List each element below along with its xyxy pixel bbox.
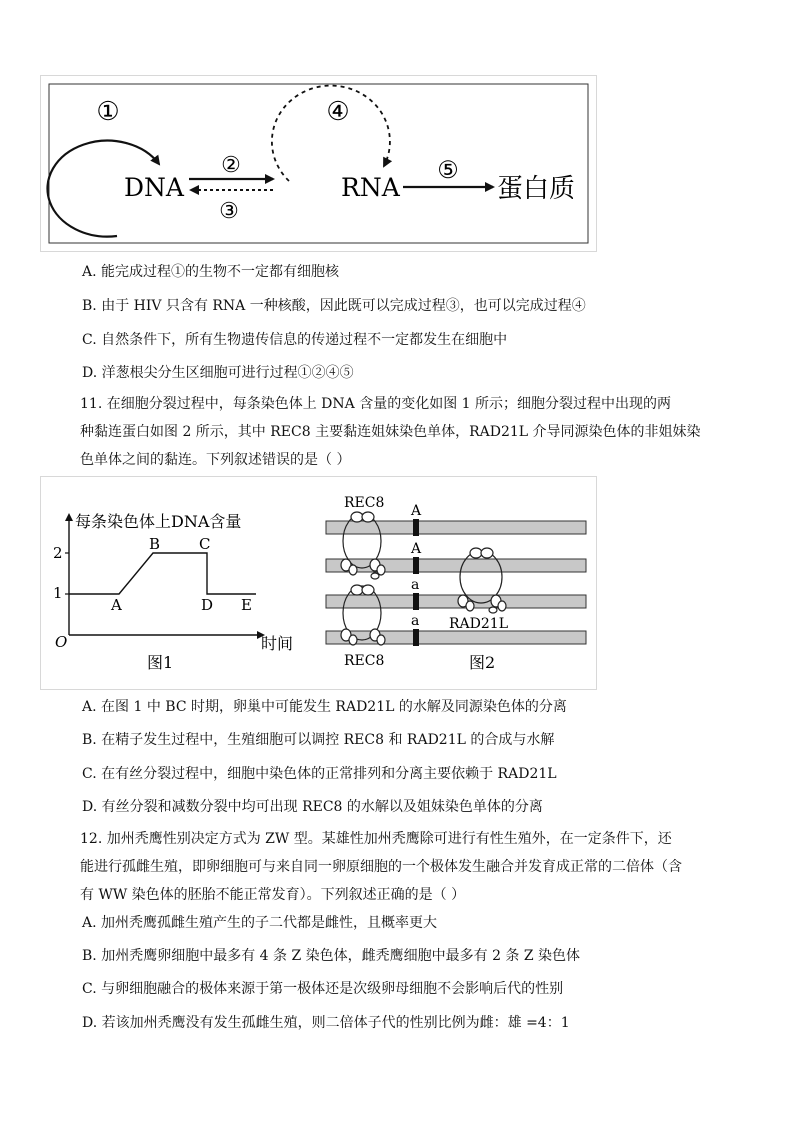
q11-stem-line: 11. 在细胞分裂过程中，每条染色体上 DNA 含量的变化如图 1 所示；细胞分裂过程中出现的两	[80, 396, 672, 412]
q10-option-b: B. 由于 HIV 只含有 RNA 一种核酸，因此既可以完成过程③，也可以完成过程④	[82, 298, 586, 314]
q11-option-c: C. 在有丝分裂过程中，细胞中染色体的正常排列和分离主要依赖于 RAD21L	[82, 766, 557, 782]
q11-option-a: A. 在图 1 中 BC 时期，卵巢中可能发生 RAD21L 的水解及同源染色体的分离	[82, 699, 567, 715]
rec8-label-top: REC8	[344, 495, 385, 511]
cell-division-diagram	[41, 477, 596, 689]
q11-stem-line: 色单体之间的黏连。下列叙述错误的是（ ）	[80, 452, 351, 468]
q11-stem	[80, 390, 720, 474]
q10-option-d: D. 洋葱根尖分生区细胞可进行过程①②④⑤	[82, 365, 354, 381]
q12-option-c: C. 与卵细胞融合的极体来源于第一极体还是次级卵母细胞不会影响后代的性别	[82, 981, 564, 997]
origin-label: O	[55, 633, 68, 651]
q10-option-c: C. 自然条件下，所有生物遗传信息的传递过程不一定都发生在细胞中	[82, 332, 508, 348]
dna-content-curve	[69, 553, 256, 594]
y-tick-1: 1	[53, 584, 63, 602]
fig2-caption: 图2	[469, 653, 496, 672]
allele-label: A	[411, 503, 422, 519]
label-process-2: ②	[221, 153, 241, 178]
node-protein: 蛋白质	[497, 174, 576, 204]
q12-option-a: A. 加州秃鹰孤雌生殖产生的子二代都是雌性，且概率更大	[82, 915, 438, 931]
allele-label: a	[411, 577, 420, 593]
point-label-b: B	[149, 535, 161, 553]
q12-stem-line: 能进行孤雌生殖，即卵细胞可与来自同一卵原细胞的一个极体发生融合并发育成正常的二倍体（含	[80, 859, 682, 875]
point-label-d: D	[201, 596, 214, 614]
y-tick-2: 2	[53, 544, 63, 562]
central-dogma-figure	[40, 75, 597, 252]
point-label-e: E	[241, 596, 252, 614]
rad21l-label: RAD21L	[449, 616, 508, 632]
rad21l-ring	[458, 548, 506, 613]
label-process-5: ⑤	[437, 156, 459, 184]
node-dna: DNA	[124, 173, 184, 202]
q12-option-d: D. 若该加州秃鹰没有发生孤雌生殖，则二倍体子代的性别比例为雌：雄 =4：1	[82, 1015, 570, 1031]
node-rna: RNA	[341, 173, 400, 202]
q12-stem-line: 12. 加州秃鹰性别决定方式为 ZW 型。某雄性加州秃鹰除可进行有性生殖外，在一定条件下，还	[80, 831, 672, 847]
x-axis-label: 时间	[261, 634, 294, 653]
q11-stem-line: 种黏连蛋白如图 2 所示，其中 REC8 主要黏连姐妹染色单体，RAD21L 介导同源染色体的非姐妹染	[80, 424, 701, 440]
label-process-4: ④	[326, 97, 350, 127]
q11-option-b: B. 在精子发生过程中，生殖细胞可以调控 REC8 和 RAD21L 的合成与水解	[82, 732, 555, 748]
central-dogma-diagram	[41, 76, 596, 251]
cell-division-figure	[40, 476, 597, 690]
q12-option-b: B. 加州秃鹰卵细胞中最多有 4 条 Z 染色体，雌秃鹰细胞中最多有 2 条 Z 染色体	[82, 948, 581, 964]
q10-option-a: A. 能完成过程①的生物不一定都有细胞核	[82, 264, 340, 280]
q12-stem-line: 有 WW 染色体的胚胎不能正常发育）。下列叙述正确的是（ ）	[80, 887, 466, 903]
allele-label: a	[411, 613, 420, 629]
label-process-3: ③	[219, 199, 239, 224]
point-label-c: C	[199, 535, 211, 553]
q11-option-d: D. 有丝分裂和减数分裂中均可出现 REC8 的水解以及姐妹染色单体的分离	[82, 799, 543, 815]
y-axis-label: 每条染色体上DNA含量	[75, 512, 242, 531]
allele-label: A	[411, 541, 422, 557]
rec8-label-bottom: REC8	[344, 653, 385, 669]
point-label-a: A	[111, 596, 122, 614]
q12-stem	[80, 825, 720, 909]
label-process-1: ①	[96, 97, 120, 127]
fig1-caption: 图1	[147, 653, 174, 672]
